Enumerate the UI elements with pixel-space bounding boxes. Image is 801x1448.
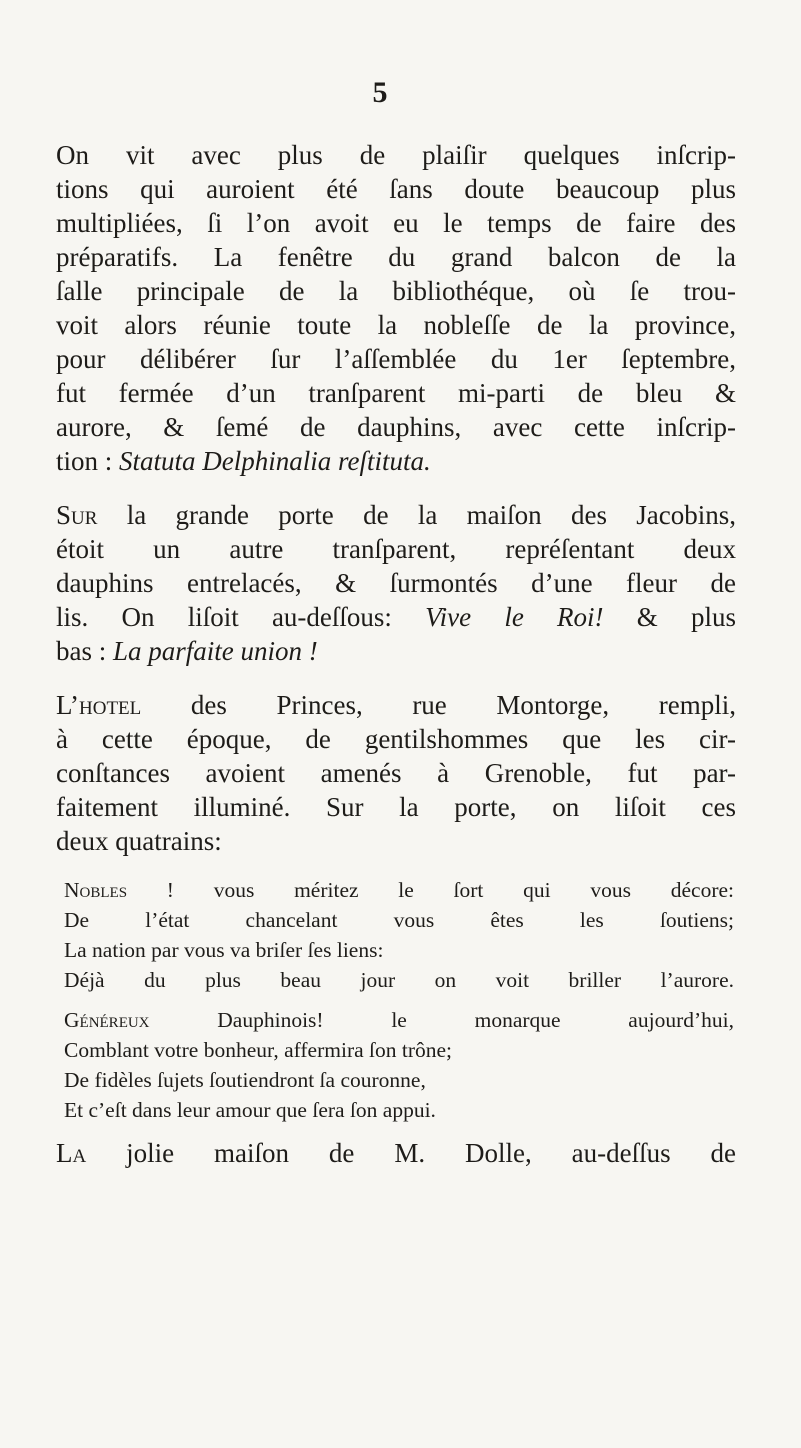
closing-line (56, 1136, 736, 1170)
text-line: tions qui auroient été ſans doute beaucoup plus (56, 174, 736, 204)
text-line (56, 688, 736, 722)
text-segment: jolie maiſon de M. Dolle, au-deſſus de (86, 1138, 736, 1168)
italic-inscription: La parfaite union ! (113, 636, 318, 666)
text-line: deux quatrains: (56, 826, 222, 856)
text-line: pour délibérer ſur l’aſſemblée du 1er ſeptembre, (56, 344, 736, 374)
text-line (56, 634, 736, 668)
text-line: à cette époque, de gentilshommes que les cir- (56, 724, 736, 754)
italic-inscription: Vive le Roi! (425, 602, 604, 632)
text-segment: ! vous méritez le ſort qui vous décore: (127, 878, 734, 902)
text-line: conſtances avoient amenés à Grenoble, fut par- (56, 758, 736, 788)
latin-inscription: Statuta Delphinalia reſtituta. (119, 446, 431, 476)
verse-line: Et c’eſt dans leur amour que ſera ſon appui. (64, 1098, 436, 1122)
text-line (56, 600, 736, 634)
verse-line: La nation par vous va briſer ſes liens: (64, 938, 384, 962)
text-line (56, 498, 736, 532)
text-line: ſalle principale de la bibliothéque, où ſe trou- (56, 276, 736, 306)
text-segment: tion : (56, 446, 120, 476)
verse-line: Déjà du plus beau jour on voit briller l’aurore. (64, 968, 734, 992)
text-line: dauphins entrelacés, & ſurmontés d’une fleur de (56, 568, 736, 598)
text-line: faitement illuminé. Sur la porte, on liſoit ces (56, 792, 736, 822)
text-line: multipliées, ſi l’on avoit eu le temps de faire des (56, 208, 736, 238)
small-caps-lead: L’hotel (56, 690, 142, 720)
text-line: On vit avec plus de plaiſir quelques inſcrip- (56, 140, 736, 170)
text-line: voit alors réunie toute la nobleſſe de la province, (56, 310, 736, 340)
text-line: fut fermée d’un tranſparent mi-parti de bleu & (56, 378, 736, 408)
verse-line (64, 876, 734, 904)
text-line: aurore, & ſemé de dauphins, avec cette inſcrip- (56, 412, 736, 442)
small-caps-lead: Sur (56, 500, 98, 530)
verse-line: De l’état chancelant vous êtes les ſoutiens; (64, 908, 734, 932)
text-line (56, 444, 736, 478)
page-number: 5 (372, 76, 388, 109)
text-segment: & plus (603, 602, 736, 632)
verse-line (64, 1006, 734, 1034)
text-segment: Dauphinois! le monarque aujourd’hui, (149, 1008, 734, 1032)
text-segment: des Princes, rue Montorge, rempli, (141, 690, 736, 720)
text-segment: la grande porte de la maiſon des Jacobins, (97, 500, 736, 530)
small-caps-lead: Nobles (64, 878, 128, 902)
text-segment: lis. On liſoit au-deſſous: (56, 602, 426, 632)
text-segment: bas : (56, 636, 113, 666)
small-caps-lead: La (56, 1138, 87, 1168)
small-caps-lead: Généreux (64, 1008, 150, 1032)
verse-line: De fidèles ſujets ſoutiendront ſa couronne, (64, 1068, 426, 1092)
text-line: préparatifs. La fenêtre du grand balcon de la (56, 242, 736, 272)
text-line: étoit un autre tranſparent, repréſentant deux (56, 534, 736, 564)
verse-line: Comblant votre bonheur, affermira ſon trône; (64, 1038, 453, 1062)
